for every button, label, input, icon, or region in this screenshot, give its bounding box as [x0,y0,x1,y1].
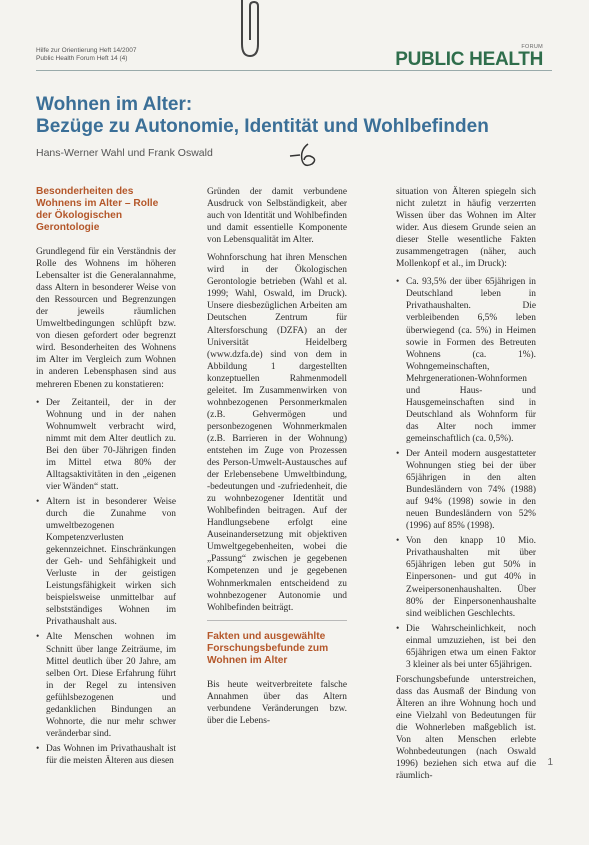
list-item: • Alte Menschen wohnen im Schnitt über lange Zeiträume, im Mittel deutlich über 20 Jahre, am selben Ort. Diese Erfahrung führt in der Regel zu intensiven gefühlsbezogenen und gedanklichen Bindungen an Wohnorte, die nur mehr schwer veränderbar sind. [36,631,176,739]
title-line-2: Bezüge zu Autonomie, Identität und Wohlbefinden [36,116,489,137]
list-item: • Die Wahrscheinlichkeit, noch einmal umzuziehen, ist bei den 65jährigen etwa um einen Faktor 3 kleiner als bei unter 65jährigen. [396,623,536,671]
paperclip-icon [232,0,268,62]
paragraph: Bis heute weitverbreitete falsche Annahmen über das Altern verbundene Veränderungen bzw. über die Lebens- [207,679,347,726]
list-item: • Von den knapp 10 Mio. Privathaushalten mit über 65jährigen leben gut 50% in Einpersonen- und gut 40% in Zweipersonenhaushalten. Über 80% der Einpersonenhaushalte sind weiblichen Geschlechts. [396,535,536,619]
title-line-1: Wohnen im Alter: [36,94,193,115]
paragraph: Gründen der damit verbundene Ausdruck von Selbständigkeit, aber auch von Identität und Wohlbefinden und damit essentielle Komponente von Lebensqualität im Alter. [207,187,347,246]
page-number: 1 [547,757,553,768]
handwritten-mark-icon [288,140,328,170]
list-item: • Der Anteil modern ausgestatteter Wohnungen stieg bei der über 65jährigen in den alten Bundesländern von 74% (1988) auf 94% (1998) sowie in den neuen Bundesländern von 52% (1996) auf 85% (1998). [396,448,536,532]
bullet-list-facts [396,276,536,671]
article-authors: Hans-Werner Wahl und Frank Oswald [36,147,213,159]
article-title [36,94,536,138]
paragraph: Wohnforschung hat ihren Menschen wird in der Ökologischen Gerontologie betrieben (Wahl et al. 1999; Wahl, Oswald, im Druck). Unsere diesbezüglichen Arbeiten am Deutschen Zentrum für Altersforschung (DZFA) an der Universität Heidelberg (www.dzfa.de) sind von dem in Abbildung 1 dargestellten konzeptuellen Rahmenmodell geleitet. Im Zusammenwirken von wohnbezogenen Personmerkmalen (z.B. Gehvermögen und personbezogenen Wohnmerkmalen (z.B. Barrieren in der Wohnung) entstehen im Zuge von Prozessen des Person-Umwelt-Austausches auf der Erlebensebene Umweltbindung, -bedeutungen und -zufriedenheit, die zu wohnbezogener Identität und Wohlbefinden beitragen. Auf der Handlungsebene erfolgt eine Auseinandersetzung mit objektiven Umweltgegebenheiten, wobei die „Passung“ zwischen je gegebenen Kompetenzen und je gegebenen Wohnmerkmalen entscheidend zu wohnbezogener Autonomie und Wohlbefinden beiträgt. [207,253,347,613]
logo-subtitle: FORUM [521,44,543,50]
column-3 [396,186,536,788]
list-item: • Das Wohnen im Privathaushalt ist für die meisten Älteren aus diesen [36,743,176,767]
header-rule [36,70,552,71]
logo-text: PUBLIC HEALTH [395,49,543,70]
section-divider [207,620,347,621]
list-item: • Ca. 93,5% der über 65jährigen in Deutschland leben in Privathaushalten. Die verbleibenden 6,5% leben überwiegend (ca. 5%) in Heimen sowie in Formen des Betreuten Wohnens (ca. 1%). Wohngemeinschaften, Mehrgenerationen-Wohnformen und Haus- und Hausgemeinschaften sind in Deutschland als Wohnform für das Alter noch immer gemeinschaftlich (ca. 0,5%). [396,276,536,445]
bullet-list-1 [36,397,176,767]
meta-line-1: Hilfe zur Orientierung Heft 14/2007 [36,47,137,54]
journal-meta [36,47,136,63]
paragraph: Forschungsbefunde unterstreichen, dass das Ausmaß der Bindung von Älteren an ihre Wohnung hoch und eine Vielzahl von Bedeutungen für die Wohnerleben maßgeblich ist. Von alten Menschen erlebte Wohnbedeutungen (nach Oswald 1996) beziehen sich etwa auf die räumlich- [396,674,536,782]
section-heading-facts: Fakten und ausgewählte Forschungsbefunde zum Wohnen im Alter [207,630,329,666]
paragraph: situation von Älteren spiegeln sich nicht zuletzt in häufig verzerrten Wissen über das Wohnen im Alter wider. Aus diesem Grunde seien an dieser Stelle wesentliche Fakten zusammengetragen (näher, auch Mollenkopf et al., im Druck): [396,187,536,270]
list-item: • Altern ist in besonderer Weise durch die Zunahme von umweltbezogenen Kompetenzverlusten gekennzeichnet. Einschränkungen der Geh- und Sehfähigkeit und Verluste in der geistigen Leistungsfähigkeit wirken sich beispielsweise unmittelbar auf selbstständiges Wohnen im Privathaushalt aus. [36,496,176,629]
journal-logo [395,44,543,69]
column-2 [207,186,347,733]
list-item: • Der Zeitanteil, der in der Wohnung und in der nahen Wohnumwelt verbracht wird, nimmt mit dem Alter deutlich zu. Bei den über 70-Jährigen finden im Mittel etwa 80% der Alltagsaktivitäten in den „eigenen vier Wänden“ statt. [36,397,176,493]
intro-paragraph: Grundlegend für ein Verständnis der Rolle des Wohnens im höheren Lebensalter ist die Generalannahme, dass Altern in besonderer Weise von den Ressourcen und Begrenzungen der jeweils räumlichen Umweltbedingungen schlüpft bzw. von diesen gefordert oder begrenzt wird. Besonderheiten des Wohnens im Alter im Vergleich zum Wohnen in anderen Lebensphasen sind aus mehreren Ebenen zu konstatieren: [36,247,176,390]
column-1 [36,186,176,770]
meta-line-2: Public Health Forum Heft 14 (4) [36,55,128,62]
section-heading-particularities: Besonderheiten des Wohnens im Alter – Rolle der Ökologischen Gerontologie [36,186,159,233]
